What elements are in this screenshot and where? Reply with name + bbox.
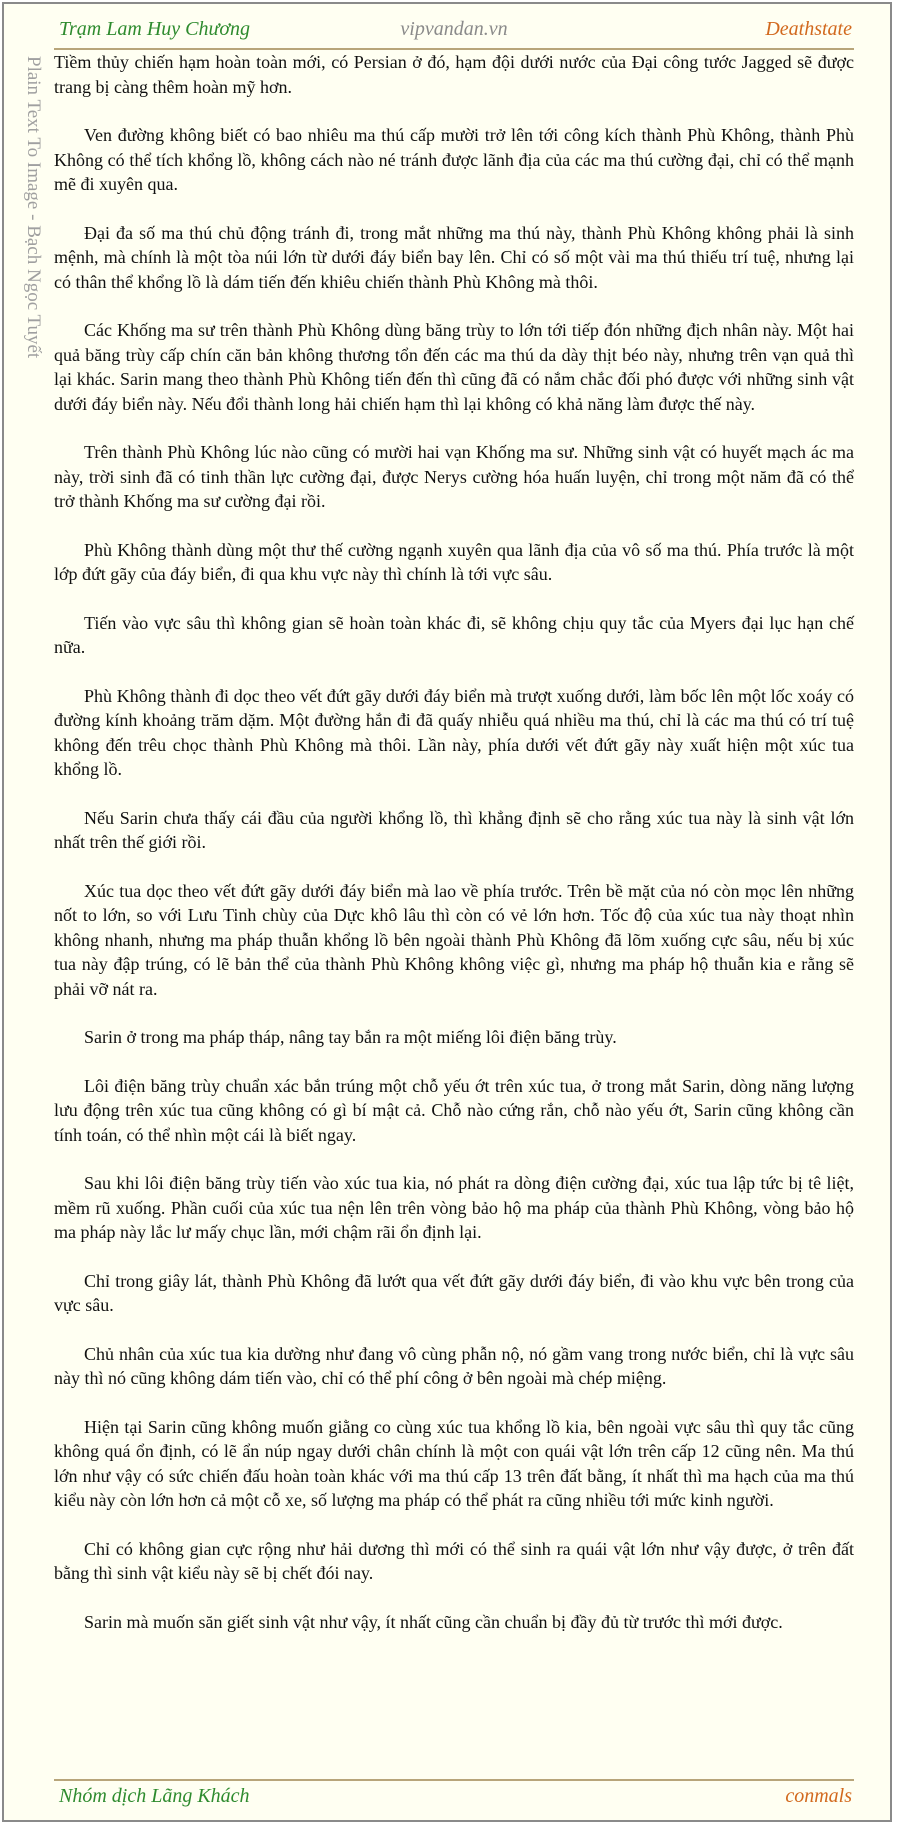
paragraph: Sau khi lôi điện băng trùy tiến vào xúc tua kia, nó phát ra dòng điện cường đại, xúc tua lập tức bị tê liệt, mềm rũ xuống. Phần cuối của xúc tua nện lên trên vòng bảo hộ ma pháp của thành Phù Không, vòng bảo hộ ma pháp này lắc lư mấy chục lần, mới chậm rãi ổn định lại. [54,1173,854,1242]
header-site-name: Trạm Lam Huy Chương [59,18,251,40]
sidebar-watermark: Plain Text To Image - Bạch Ngọc Tuyết [23,56,44,359]
paragraph: Chỉ trong giây lát, thành Phù Không đã lướt qua vết đứt gãy dưới đáy biển, đi vào khu vực bên trong của vực sâu. [54,1270,854,1315]
paragraph: Phù Không thành dùng một thư thế cường ngạnh xuyên qua lãnh địa của vô số ma thú. Phía trước là một lớp đứt gãy của đáy biển, đi qua khu vực này thì chính là tới vực sâu. [54,539,854,584]
paragraph: Sarin mà muốn săn giết sinh vật như vậy, ít nhất cũng cần chuẩn bị đầy đủ từ trước thì mới được. [84,1611,783,1632]
paragraph: Nếu Sarin chưa thấy cái đầu của người khổng lồ, thì khẳng định sẽ cho rằng xúc tua này là sinh vật lớn nhất trên thế giới rồi. [54,807,854,852]
footer-translator-group: Nhóm dịch Lãng Khách [59,1785,250,1807]
page-footer [54,1779,854,1815]
paragraph: Các Khống ma sư trên thành Phù Không dùng băng trùy to lớn tới tiếp đón những địch nhân này. Một hai quả băng trùy cấp chín căn bản không thương tổn đến các ma thú da dày thịt béo này, nhưng trên vạn quả thì lại khác. Sarin mang theo thành Phù Không tiến đến thì cũng đã có nắm chắc đối phó được với những sinh vật dưới đáy biển này. Nếu đổi thành long hải chiến hạm thì lại không có khả năng làm được thế này. [54,320,854,414]
chapter-text [54,50,854,1658]
paragraph: Đại đa số ma thú chủ động tránh đi, trong mắt những ma thú này, thành Phù Không không phải là sinh mệnh, mà chính là một tòa núi lớn từ dưới đáy biển bay lên. Chỉ có số một vài ma thú thiếu trí tuệ, nhưng lại có thân thể khổng lồ là dám tiến đến khiêu chiến thành Phù Không mà thôi. [54,222,854,292]
page-header [54,14,854,50]
paragraph: Xúc tua dọc theo vết đứt gãy dưới đáy biển mà lao về phía trước. Trên bề mặt của nó còn mọc lên những nốt to lớn, so với Lưu Tinh chùy của Dực khô lâu thì còn có vẻ lớn hơn. Tốc độ của xúc tua này thoạt nhìn không nhanh, nhưng ma pháp thuẫn khổng lồ bên ngoài thành Phù Không đã lõm xuống cực sâu, nếu bị xúc tua này đập trúng, có lẽ bản thể của thành Phù Không không việc gì, nhưng ma pháp hộ thuẫn kia e rằng sẽ phải vỡ nát ra. [54,880,854,999]
paragraph: Trên thành Phù Không lúc nào cũng có mười hai vạn Khống ma sư. Những sinh vật có huyết mạch ác ma này, trời sinh đã có tinh thần lực cường đại, được Nerys cường hóa huấn luyện, chỉ trong một năm đã có thể trở thành Khống ma sư cường đại rồi. [54,442,854,511]
paragraph: Sarin ở trong ma pháp tháp, nâng tay bắn ra một miếng lôi điện băng trùy. [84,1027,617,1047]
paragraph: Hiện tại Sarin cũng không muốn giằng co cùng xúc tua khổng lồ kia, bên ngoài vực sâu thì quy tắc cũng không quá ổn định, có lẽ ẩn núp ngay dưới chân chính là một con quái vật lớn trên cấp 12 cũng nên. Ma thú lớn như vậy có sức chiến đấu hoàn toàn khác với ma thú cấp 13 trên đất bằng, ít nhất thì ma hạch của ma thú kiểu này còn lớn hơn cả một cỗ xe, số lượng ma pháp có thể phát ra cũng nhiều tới mức kinh người. [54,1416,854,1510]
paragraph: Chủ nhân của xúc tua kia dường như đang vô cùng phẫn nộ, nó gầm vang trong nước biển, chỉ là vực sâu này thì nó cũng không dám tiến vào, chỉ có thể phí công ở bên ngoài mà chép miệng. [54,1343,854,1388]
paragraph: Tiến vào vực sâu thì không gian sẽ hoàn toàn khác đi, sẽ không chịu quy tắc của Myers đại lục hạn chế nữa. [54,612,854,657]
header-author: Deathstate [765,18,852,40]
paragraph: Lôi điện băng trùy chuẩn xác bắn trúng một chỗ yếu ớt trên xúc tua, ở trong mắt Sarin, dòng năng lượng lưu động trên xúc tua cũng không có gì bí mật cả. Chỗ nào cứng rắn, chỗ nào yếu ớt, Sarin cũng không cần tính toán, có thể nhìn một cái là biết ngay. [54,1075,854,1145]
page-frame [2,2,892,1822]
header-website: vipvandan.vn [400,18,508,40]
footer-editor: conmals [785,1785,852,1807]
paragraph: Chỉ có không gian cực rộng như hải dương thì mới có thể sinh ra quái vật lớn như vậy được, ở trên đất bằng thì sinh vật kiểu này sẽ bị chết đói nay. [54,1538,854,1583]
paragraph: Tiềm thủy chiến hạm hoàn toàn mới, có Persian ở đó, hạm đội dưới nước của Đại công tước Jagged sẽ được trang bị càng thêm hoàn mỹ hơn. [54,52,854,97]
paragraph: Phù Không thành đi dọc theo vết đứt gãy dưới đáy biển mà trượt xuống dưới, làm bốc lên một lốc xoáy có đường kính khoảng trăm dặm. Một đường hắn đi đã quấy nhiễu quá nhiều ma thú, chỉ là các ma thú có trí tuệ không đến trêu chọc thành Phù Không mà thôi. Lần này, phía dưới vết đứt gãy này xuất hiện một xúc tua khổng lồ. [54,685,854,779]
paragraph: Ven đường không biết có bao nhiêu ma thú cấp mười trở lên tới công kích thành Phù Không, thành Phù Không có thể tích khổng lồ, không cách nào né tránh được lãnh địa của các ma thú cường đại, chỉ có thể mạnh mẽ đi xuyên qua. [54,125,854,194]
